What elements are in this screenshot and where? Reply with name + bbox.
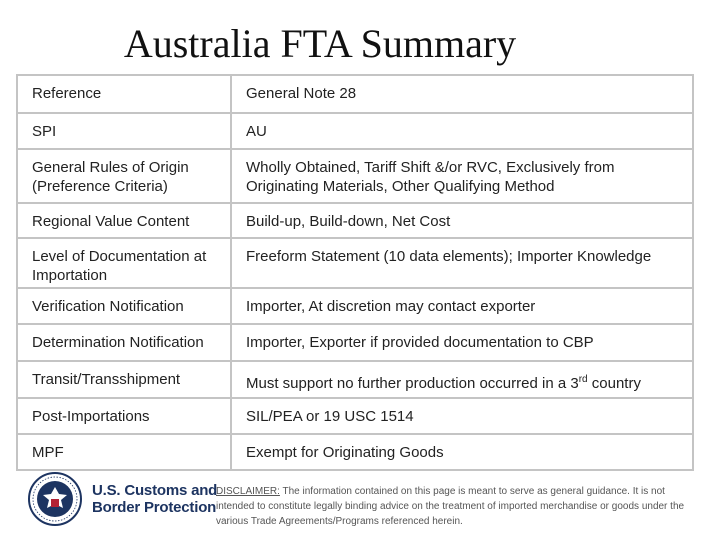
row-value: Importer, At discretion may contact exporter (231, 288, 693, 324)
row-value-text: country (587, 375, 641, 392)
footer (0, 470, 720, 540)
logo-line: U.S. Customs and (92, 482, 218, 499)
fta-summary-table (16, 74, 694, 471)
ordinal-suffix: rd (578, 374, 588, 385)
row-label: Regional Value Content (17, 203, 231, 238)
page-title: Australia FTA Summary (123, 21, 517, 66)
row-value: General Note 28 (231, 75, 693, 113)
table-row (17, 203, 693, 238)
disclaimer-label: DISCLAIMER: (216, 486, 280, 497)
row-label: Determination Notification (17, 324, 231, 361)
row-label: General Rules of Origin (Preference Criteria) (17, 149, 231, 203)
row-value: Build-up, Build-down, Net Cost (231, 203, 693, 238)
table-row (17, 238, 693, 288)
table-row (17, 113, 693, 149)
table-row (17, 288, 693, 324)
row-value: Freeform Statement (10 data elements); Importer Knowledge (231, 238, 693, 288)
table-row (17, 149, 693, 203)
row-value (231, 361, 693, 398)
row-value: Importer, Exporter if provided documentation to CBP (231, 324, 693, 361)
disclaimer (216, 484, 706, 529)
row-value: Wholly Obtained, Tariff Shift &/or RVC, Exclusively from Originating Materials, Other Qualifying Method (231, 149, 693, 203)
row-label: Post-Importations (17, 398, 231, 434)
table-row (17, 324, 693, 361)
logo-line: Border Protection (92, 499, 217, 516)
table-row (17, 75, 693, 113)
row-label: Level of Documentation at Importation (17, 238, 231, 288)
row-value: Exempt for Originating Goods (231, 434, 693, 470)
row-label: SPI (17, 113, 231, 149)
row-label: Transit/Transshipment (17, 361, 231, 398)
table-row (17, 398, 693, 434)
table-row (17, 361, 693, 398)
row-value: SIL/PEA or 19 USC 1514 (231, 398, 693, 434)
disclaimer-text: The information contained on this page is meant to serve as general guidance. It is not intended to constitute legally binding advice on the treatment of imported merchandise or goods under the various Trade Agreements/Programs referenced herein. (216, 486, 685, 527)
cbp-logo (92, 482, 217, 516)
row-label: Reference (17, 75, 231, 113)
row-value-text: Must support no further production occurred in a 3 (246, 375, 579, 392)
row-label: MPF (17, 434, 231, 470)
row-value: AU (231, 113, 693, 149)
row-label: Verification Notification (17, 288, 231, 324)
table-row (17, 434, 693, 470)
dhs-seal-icon (28, 472, 82, 526)
